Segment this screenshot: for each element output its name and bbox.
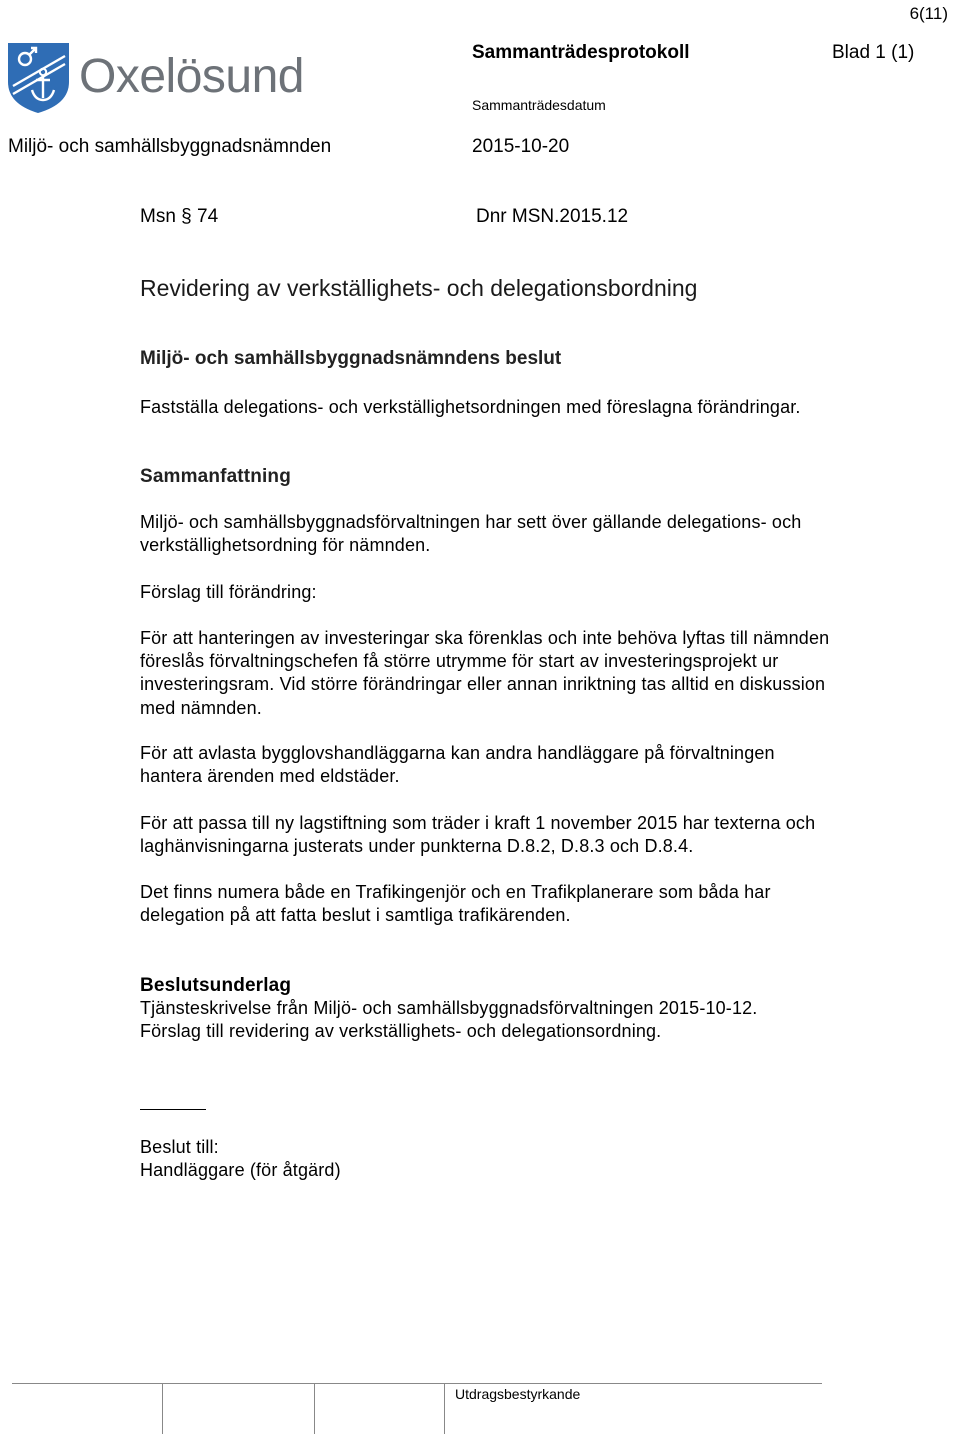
text-line: hantera ärenden med eldstäder. bbox=[140, 766, 400, 787]
logo-wordmark: Oxelösund bbox=[79, 50, 304, 103]
page-number: 6(11) bbox=[909, 4, 948, 23]
text-line: Det finns numera både en Trafikingenjör och en Trafikplanerare som båda har bbox=[140, 882, 771, 902]
coat-of-arms-icon bbox=[7, 42, 327, 114]
text-line: För att hanteringen av investeringar ska förenklas och inte behöva lyftas till nämnden bbox=[140, 628, 830, 648]
signature-box-divider bbox=[162, 1383, 163, 1434]
basis-list bbox=[140, 997, 757, 1043]
protocol-title: Sammanträdesprotokoll bbox=[472, 42, 690, 63]
text-line: verkställighetsordning för nämnden. bbox=[140, 535, 431, 556]
text-line: delegation på att fatta beslut i samtliga trafikärenden. bbox=[140, 905, 571, 926]
footer-divider bbox=[12, 1383, 822, 1384]
distribution-label: Beslut till: bbox=[140, 1137, 219, 1157]
certification-label: Utdragsbestyrkande bbox=[455, 1386, 581, 1402]
meeting-date: 2015-10-20 bbox=[472, 136, 570, 157]
decision-text: Fastställa delegations- och verkställighetsordningen med föreslagna förändringar. bbox=[140, 397, 801, 417]
summary-heading: Sammanfattning bbox=[140, 466, 291, 487]
summary-text bbox=[140, 511, 801, 557]
case-number: Dnr MSN.2015.12 bbox=[476, 206, 629, 227]
board-name: Miljö- och samhällsbyggnadsnämnden bbox=[8, 136, 332, 157]
basis-heading: Beslutsunderlag bbox=[140, 975, 292, 996]
paragraph-building-permits bbox=[140, 742, 775, 788]
basis-item: Förslag till revidering av verkställighets- och delegationsordning. bbox=[140, 1021, 662, 1042]
sheet-number: Blad 1 (1) bbox=[832, 42, 915, 63]
oxelosund-logo bbox=[7, 42, 327, 114]
text-line: För att avlasta bygglovshandläggarna kan andra handläggare på förvaltningen bbox=[140, 743, 775, 763]
text-line: laghänvisningarna justerats under punkterna D.8.2, D.8.3 och D.8.4. bbox=[140, 836, 694, 857]
paragraph-traffic bbox=[140, 881, 771, 927]
distribution-recipient: Handläggare (för åtgärd) bbox=[140, 1160, 341, 1180]
signature-box-divider bbox=[314, 1383, 315, 1434]
text-line: med nämnden. bbox=[140, 697, 262, 718]
meeting-date-label: Sammanträdesdatum bbox=[472, 97, 606, 113]
signature-box-divider bbox=[444, 1383, 445, 1434]
text-line: investeringsram. Vid större förändringar eller annan inriktning tas alltid en diskussion bbox=[140, 674, 826, 695]
divider bbox=[140, 1109, 206, 1110]
document-title: Revidering av verkställighets- och delegationsbordning bbox=[140, 275, 698, 301]
decision-heading: Miljö- och samhällsbyggnadsnämndens beslut bbox=[140, 348, 562, 369]
text-line: Miljö- och samhällsbyggnadsförvaltningen har sett över gällande delegations- och bbox=[140, 512, 802, 532]
paragraph-legislation bbox=[140, 812, 815, 858]
text-line: föreslås förvaltningschefen få större utrymme för start av investeringsprojekt ur bbox=[140, 651, 779, 672]
basis-item: Tjänsteskrivelse från Miljö- och samhällsbyggnadsförvaltningen 2015-10-12. bbox=[140, 998, 758, 1018]
proposal-label: Förslag till förändring: bbox=[140, 582, 317, 602]
paragraph-number: Msn § 74 bbox=[140, 206, 219, 227]
text-line: För att passa till ny lagstiftning som träder i kraft 1 november 2015 har texterna och bbox=[140, 813, 816, 833]
paragraph-investments bbox=[140, 627, 829, 720]
